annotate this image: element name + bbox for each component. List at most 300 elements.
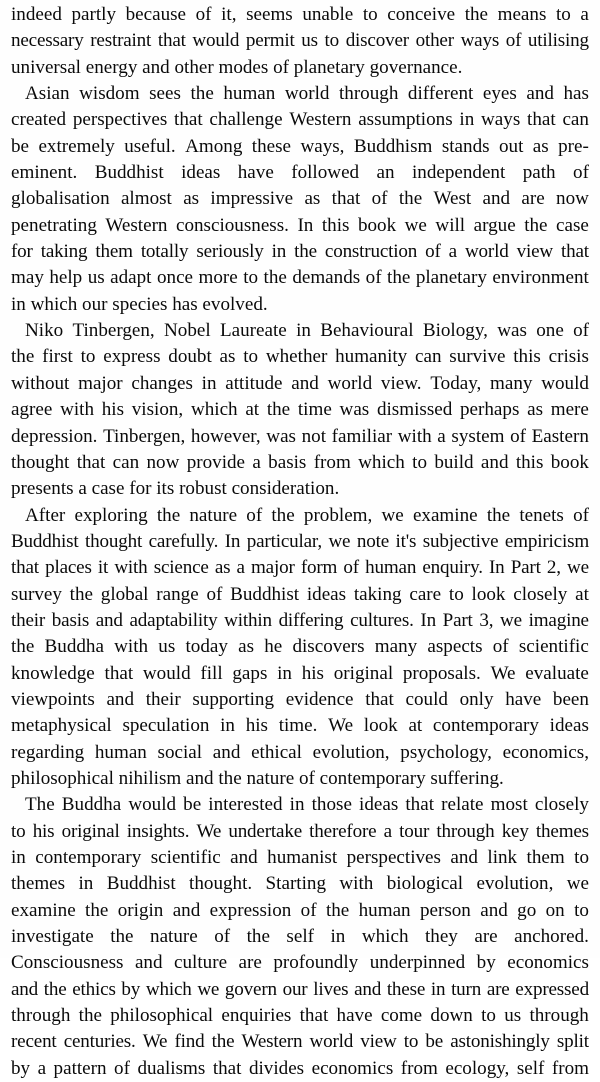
word: view. — [380, 372, 422, 394]
word: case — [556, 214, 589, 236]
word: by — [11, 1057, 31, 1079]
word: consciousness. — [175, 214, 289, 236]
word: Part — [442, 609, 473, 631]
text-line — [11, 898, 589, 924]
text-line — [11, 371, 589, 397]
word: them — [526, 847, 565, 868]
word: thought. — [189, 873, 253, 895]
word: the — [190, 83, 214, 105]
word: only — [459, 688, 494, 710]
word: and — [212, 741, 241, 763]
word: a — [37, 1057, 47, 1079]
word: anchored. — [514, 926, 589, 948]
word: from — [313, 451, 351, 473]
text-line — [11, 845, 589, 871]
word: pre- — [558, 135, 589, 157]
word: as — [219, 346, 236, 368]
word: evolution, — [312, 741, 390, 763]
word: govern — [224, 978, 277, 1000]
word: environment — [492, 267, 589, 289]
word: as — [183, 188, 200, 210]
word: and — [172, 899, 201, 921]
word: which — [361, 926, 409, 948]
word: Western — [105, 214, 168, 236]
word: tour — [399, 820, 430, 842]
word: Buddhist — [94, 162, 164, 184]
word: basis — [51, 609, 90, 631]
word: world — [464, 241, 509, 263]
word: have — [336, 1005, 373, 1027]
word: will — [435, 214, 466, 236]
word: eyes — [482, 83, 517, 105]
word: places — [45, 557, 92, 579]
word: Buddha — [44, 636, 104, 658]
word: have — [237, 162, 274, 184]
word: that — [560, 241, 589, 263]
paragraph — [11, 503, 589, 793]
text-line — [11, 661, 589, 687]
word: care — [409, 583, 442, 605]
word: origin — [117, 899, 164, 921]
word: the — [387, 267, 411, 289]
word: ideas — [181, 162, 221, 184]
text-line — [11, 924, 589, 950]
word: the — [211, 1031, 235, 1053]
word: supporting — [192, 688, 275, 710]
word: a — [437, 425, 446, 447]
word: of — [214, 926, 231, 948]
word: this — [513, 346, 541, 368]
word: was — [497, 320, 527, 342]
word: to — [481, 1005, 496, 1027]
word: insights. — [126, 820, 190, 842]
word: the — [43, 978, 67, 1000]
word: penetrating — [11, 214, 97, 236]
text-line — [11, 450, 589, 476]
word: of — [365, 267, 382, 289]
word: metaphysical — [11, 715, 112, 737]
text-line — [11, 265, 589, 291]
word: person — [419, 899, 471, 921]
word: Among — [185, 135, 243, 157]
word: those — [311, 794, 352, 816]
word: Buddha — [61, 794, 122, 816]
body-text-column — [11, 2, 589, 1082]
word: eminent. — [11, 162, 78, 184]
word: this — [515, 451, 544, 473]
word: ethical — [251, 741, 302, 763]
word: a — [383, 820, 392, 842]
word: their — [145, 688, 181, 710]
word: at — [408, 715, 423, 737]
word: themes — [535, 820, 589, 842]
word: taking — [40, 241, 88, 263]
word: ideas — [549, 715, 589, 737]
word: Western — [241, 1031, 303, 1053]
word: time. — [278, 715, 318, 737]
word: We — [142, 1031, 168, 1053]
word: us — [301, 30, 318, 52]
word: the — [271, 504, 295, 526]
word: followed — [291, 162, 360, 184]
word: ways — [481, 109, 521, 131]
word: that — [299, 1005, 329, 1027]
text-line: universal energy and other modes of planetary governance. — [11, 56, 463, 78]
word: human — [365, 557, 417, 579]
word: are — [486, 978, 510, 1000]
word: that — [104, 662, 134, 684]
text-line — [11, 1056, 589, 1082]
word: ideas — [306, 583, 347, 605]
word: it, — [221, 4, 237, 25]
word: therefore — [309, 820, 377, 842]
text-line — [11, 792, 589, 818]
word: partly — [71, 4, 117, 25]
word: book — [550, 451, 589, 473]
word: to — [362, 4, 378, 25]
word: out — [498, 135, 524, 157]
word: human — [223, 83, 276, 105]
word: on — [545, 899, 565, 921]
word: In — [224, 530, 241, 552]
word: underpinned — [369, 952, 466, 974]
word: of — [300, 899, 317, 921]
word: enquiry. — [422, 557, 483, 579]
word: that — [212, 1057, 242, 1079]
word: with — [60, 399, 95, 421]
word: gaps — [232, 662, 268, 684]
word: humanist — [267, 847, 338, 868]
text-line — [11, 529, 589, 555]
word: Western — [289, 109, 352, 131]
word: with — [114, 636, 149, 658]
word: range — [156, 583, 199, 605]
word: problem, — [303, 504, 373, 526]
text-line — [11, 819, 589, 845]
word: We — [328, 715, 354, 737]
word: conceive — [387, 4, 456, 25]
word: psychology, — [400, 741, 492, 763]
word: in — [459, 109, 475, 131]
word: survey — [11, 583, 62, 605]
word: by — [121, 978, 141, 1000]
word: that — [405, 794, 435, 816]
word: differing — [278, 609, 344, 631]
word: discover — [345, 30, 409, 52]
word: closely — [513, 583, 568, 605]
text-line — [11, 1029, 589, 1055]
word: assumptions — [358, 109, 453, 131]
word: lives — [313, 978, 349, 1000]
word: the — [110, 926, 134, 948]
word: the — [11, 346, 35, 368]
word: speculation — [122, 715, 210, 737]
word: us — [504, 1005, 522, 1027]
text-line — [11, 213, 589, 239]
word: necessary — [11, 30, 84, 52]
word: dismissed — [376, 399, 453, 421]
word: through — [338, 83, 399, 105]
word: indeed — [11, 4, 62, 25]
word: in — [78, 873, 94, 895]
word: path — [522, 162, 556, 184]
word: from — [551, 1057, 589, 1079]
word: profoundly — [273, 952, 359, 974]
word: build — [434, 451, 474, 473]
word: express — [103, 346, 161, 368]
word: independent — [411, 162, 506, 184]
text-line — [11, 186, 589, 212]
word: of — [573, 162, 589, 184]
word: argue — [473, 214, 516, 236]
word: to — [412, 451, 427, 473]
word: in — [289, 794, 305, 816]
word: are — [474, 926, 498, 948]
word: his — [32, 820, 55, 842]
word: with — [397, 425, 432, 447]
paragraph — [11, 792, 589, 1082]
word: regarding — [11, 741, 85, 763]
word: and — [354, 978, 382, 1000]
word: familiar — [331, 425, 393, 447]
word: and — [450, 847, 478, 868]
word: Today, — [430, 372, 482, 394]
word: economics — [311, 1057, 394, 1079]
word: for — [11, 241, 33, 263]
word: with — [114, 557, 148, 579]
word: recent — [11, 1031, 57, 1053]
word: we — [404, 214, 427, 236]
word: dualisms — [137, 1057, 206, 1079]
word: economics — [507, 952, 589, 974]
text-line — [11, 582, 589, 608]
word: link — [487, 847, 518, 868]
word: world — [309, 1031, 354, 1053]
word: of — [425, 241, 441, 263]
word: adapt — [110, 267, 152, 289]
word: split — [556, 1031, 589, 1053]
word: one — [536, 320, 564, 342]
word: come — [380, 1005, 423, 1027]
word: relate — [441, 794, 484, 816]
word: that — [157, 30, 186, 52]
text-line — [11, 134, 589, 160]
word: self — [286, 926, 314, 948]
word: knowledge — [11, 662, 95, 684]
word: key — [501, 820, 529, 842]
word: and — [480, 451, 509, 473]
word: economics, — [502, 741, 589, 763]
word: adaptability — [129, 609, 218, 631]
word: ethics — [72, 978, 116, 1000]
word: view — [360, 1031, 397, 1053]
word: been — [552, 688, 589, 710]
word: perspectives — [72, 109, 168, 131]
word: first — [42, 346, 73, 368]
word: Behavioural — [320, 320, 414, 342]
word: depression. — [11, 425, 98, 447]
word: world — [284, 83, 330, 105]
word: other — [415, 30, 454, 52]
word: and — [480, 899, 508, 921]
text-line — [11, 28, 589, 54]
word: totally — [140, 241, 189, 263]
word: In — [488, 557, 505, 579]
word: expression — [209, 899, 292, 921]
word: evidence — [285, 688, 354, 710]
word: most — [490, 794, 528, 816]
word: carefully. — [148, 530, 219, 552]
word: would — [142, 662, 191, 684]
word: Buddhist — [230, 583, 300, 605]
word: contemporary — [432, 715, 539, 737]
word: evaluate — [525, 662, 589, 684]
text-line — [11, 239, 589, 265]
word: through — [529, 1005, 589, 1027]
word: of — [510, 425, 526, 447]
word: could — [405, 688, 448, 710]
word: to — [243, 267, 259, 289]
word: vision, — [131, 399, 184, 421]
word: be — [183, 794, 202, 816]
word: as — [238, 636, 255, 658]
word: taking — [353, 583, 402, 605]
word: We — [490, 662, 516, 684]
word: Biology, — [422, 320, 488, 342]
word: the — [11, 636, 35, 658]
word: an — [376, 162, 395, 184]
word: viewpoints — [11, 688, 95, 710]
word: of — [573, 504, 589, 526]
word: would — [128, 794, 177, 816]
word: social — [157, 741, 203, 763]
word: system — [451, 425, 505, 447]
word: culture — [174, 952, 228, 974]
word: examine — [11, 899, 76, 921]
word: was — [339, 399, 370, 421]
word: we — [567, 557, 589, 579]
word: Tinbergen, — [103, 425, 186, 447]
word: cultures. — [350, 609, 414, 631]
word: West — [433, 188, 472, 210]
text-line — [11, 687, 589, 713]
word: are — [521, 188, 545, 210]
word: of — [573, 320, 589, 342]
word: from — [400, 1057, 438, 1079]
word: investigate — [11, 926, 94, 948]
text-line — [11, 634, 589, 660]
word: many — [490, 372, 533, 394]
word: original — [61, 820, 120, 842]
text-line — [11, 397, 589, 423]
word: doubt — [168, 346, 212, 368]
text-line: presents a case for its robust consideration. — [11, 478, 340, 500]
paragraph — [11, 2, 589, 81]
word: of — [114, 1057, 130, 1079]
text-line — [11, 503, 589, 529]
word: agree — [11, 399, 53, 421]
word: not — [301, 425, 327, 447]
word: to — [448, 583, 464, 605]
word: and — [526, 83, 554, 105]
word: find — [174, 1031, 205, 1053]
word: global — [100, 583, 149, 605]
word: as — [527, 399, 544, 421]
word: permit — [245, 30, 295, 52]
word: that — [331, 188, 361, 210]
word: it's — [395, 530, 417, 552]
word: useful. — [124, 135, 176, 157]
word: the — [294, 241, 317, 263]
word: in — [430, 978, 446, 1000]
word: can — [415, 346, 442, 368]
word: them — [95, 241, 133, 263]
word: different — [407, 83, 474, 105]
word: unable — [302, 4, 354, 25]
word: to — [243, 346, 259, 368]
word: ideas — [359, 794, 399, 816]
word: and — [291, 372, 319, 394]
word: Consciousness — [11, 952, 124, 974]
word: turn — [451, 978, 482, 1000]
word: nature — [189, 504, 238, 526]
word: in — [277, 662, 292, 684]
text-line — [11, 318, 589, 344]
word: major — [78, 372, 123, 394]
word: the — [464, 4, 489, 25]
word: astonishingly — [450, 1031, 550, 1053]
word: almost — [120, 188, 172, 210]
word: centuries. — [63, 1031, 136, 1053]
text-line — [11, 740, 589, 766]
word: we — [500, 609, 522, 631]
word: perspectives — [346, 847, 441, 868]
word: thought — [11, 451, 70, 473]
word: and — [11, 978, 39, 1000]
word: Niko — [25, 320, 64, 342]
word: that — [76, 451, 106, 473]
word: Asian — [25, 83, 70, 105]
word: which — [190, 399, 238, 421]
word: in — [271, 241, 287, 263]
word: of — [343, 557, 359, 579]
word: book — [357, 214, 397, 236]
word: the — [486, 504, 511, 526]
word: of — [195, 4, 212, 25]
word: this — [321, 214, 350, 236]
word: extremely — [38, 135, 115, 157]
text-line — [11, 555, 589, 581]
word: by — [476, 952, 496, 974]
word: once — [156, 267, 194, 289]
word: our — [282, 978, 308, 1000]
word: that — [365, 688, 394, 710]
word: perhaps — [460, 399, 520, 421]
word: to — [324, 30, 340, 52]
word: to — [11, 820, 26, 842]
word: particular, — [246, 530, 322, 552]
word: pattern — [53, 1057, 107, 1079]
word: impressive — [210, 188, 294, 210]
word: to — [555, 4, 571, 25]
word: the — [325, 899, 350, 921]
word: without — [11, 372, 70, 394]
text-line: philosophical nihilism and the nature of contemporary suffering. — [11, 767, 504, 789]
word: to — [80, 346, 96, 368]
word: major — [251, 557, 295, 579]
word: can — [562, 109, 589, 131]
word: these — [386, 978, 426, 1000]
